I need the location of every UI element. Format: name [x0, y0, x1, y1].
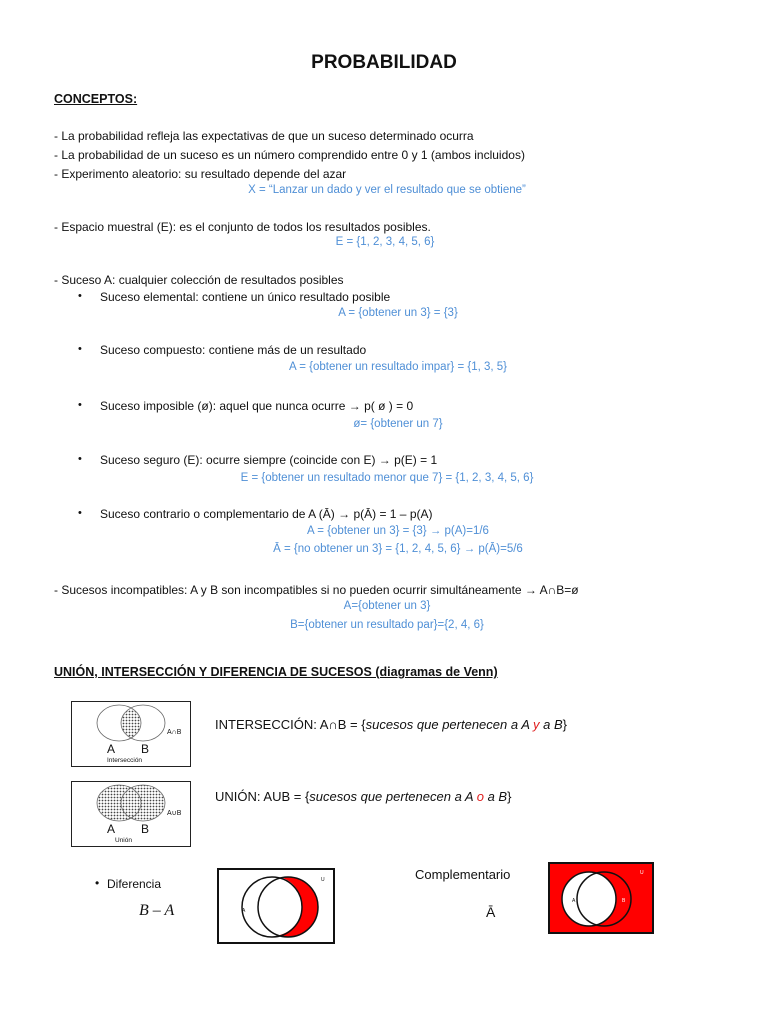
union-heading: UNIÓN, INTERSECCIÓN Y DIFERENCIA DE SUCESOS (diagramas de Venn)	[54, 665, 498, 679]
fig-label-u: U	[321, 877, 325, 883]
complementario-label: Complementario	[415, 867, 511, 882]
fig-label-b: B	[141, 742, 150, 756]
diferencia-label: Diferencia	[107, 877, 162, 891]
venn-diferencia-svg	[217, 868, 335, 944]
fig-label-a: A	[242, 908, 246, 914]
suceso-contrario-ejemplo-2: Ā = {no obtener un 3} = {1, 2, 4, 5, 6} → p(Ā)=5/6	[273, 543, 523, 555]
incompatibles-ejemplo-1: A={obtener un 3}	[343, 600, 431, 612]
concept-line-1: - La probabilidad refleja las expectativas de que un suceso determinado ocurra	[54, 129, 474, 143]
fig-label-a: A	[107, 822, 116, 836]
diferencia-bullet: •	[95, 876, 100, 890]
union-connector: o	[476, 789, 484, 804]
experimento-ejemplo: X = “Lanzar un dado y ver el resultado que se obtiene”	[248, 184, 526, 196]
suceso-elemental: Suceso elemental: contiene un único resultado posible	[100, 290, 391, 304]
union-italic: sucesos que pertenecen a A	[309, 789, 477, 804]
suceso-seguro-ejemplo: E = {obtener un resultado menor que 7} = {1, 2, 3, 4, 5, 6}	[240, 472, 534, 484]
suceso-imposible: Suceso imposible (ø): aquel que nunca ocurre → p( ø ) = 0	[100, 399, 414, 413]
suceso-contrario-ejemplo-1: A = {obtener un 3} = {3} → p(A)=1/6	[307, 525, 489, 537]
incompatibles-ejemplo-2: B={obtener un resultado par}={2, 4, 6}	[290, 619, 484, 631]
fig-caption: Unión	[115, 837, 132, 844]
suceso-compuesto: Suceso compuesto: contiene más de un resultado	[100, 343, 367, 357]
sucesos-incompatibles: - Sucesos incompatibles: A y B son incompatibles si no pueden ocurrir simultáneamente → A∩B=ø	[54, 583, 579, 597]
union-prefix: UNIÓN: AUB = {	[215, 789, 310, 804]
interseccion-connector: y	[533, 717, 540, 732]
bullet-dot: •	[78, 343, 82, 355]
union-label	[215, 789, 511, 804]
suceso-contrario: Suceso contrario o complementario de A (Ā) → p(Ā) = 1 – p(A)	[100, 507, 433, 521]
conceptos-heading: CONCEPTOS:	[54, 92, 138, 106]
diferencia-formula: B – A	[139, 902, 175, 919]
venn-union-figure	[71, 781, 191, 847]
bullet-dot: •	[78, 399, 82, 411]
venn-complementario-svg	[548, 862, 654, 934]
union-tail: a B	[483, 789, 508, 804]
fig-label-b: B	[141, 822, 150, 836]
venn-complementario-figure	[548, 862, 654, 934]
venn-diferencia-figure	[217, 868, 335, 944]
suceso-elemental-ejemplo: A = {obtener un 3} = {3}	[338, 307, 458, 319]
fig-label-u: U	[640, 870, 644, 876]
interseccion-prefix: INTERSECCIÓN: A∩B = {	[215, 717, 366, 732]
fig-label-b: B	[622, 898, 626, 904]
fig-corner-label: A∪B	[167, 810, 182, 817]
bullet-dot: •	[78, 453, 82, 465]
interseccion-close: }	[562, 717, 567, 732]
fig-corner-label: A∩B	[167, 729, 182, 736]
suceso-compuesto-ejemplo: A = {obtener un resultado impar} = {1, 3, 5}	[288, 361, 508, 373]
interseccion-tail: a B	[539, 717, 563, 732]
fig-label-b: B	[295, 908, 299, 914]
interseccion-label	[215, 717, 567, 732]
union-close: }	[507, 789, 512, 804]
suceso-def: - Suceso A: cualquier colección de resultados posibles	[54, 273, 344, 287]
bullet-dot: •	[78, 507, 82, 519]
fig-caption: Intersección	[107, 757, 143, 764]
interseccion-italic: sucesos que pertenecen a A	[365, 717, 534, 732]
page-title: PROBABILIDAD	[311, 52, 457, 73]
suceso-imposible-ejemplo: ø= {obtener un 7}	[353, 418, 443, 430]
concept-line-3: - Experimento aleatorio: su resultado depende del azar	[54, 167, 347, 181]
fig-label-a: A	[572, 898, 576, 904]
concept-line-2: - La probabilidad de un suceso es un número comprendido entre 0 y 1 (ambos incluidos)	[54, 148, 525, 162]
espacio-muestral: - Espacio muestral (E): es el conjunto de todos los resultados posibles.	[54, 220, 431, 234]
suceso-seguro: Suceso seguro (E): ocurre siempre (coincide con E) → p(E) = 1	[100, 453, 438, 467]
venn-interseccion-figure	[71, 701, 191, 767]
complementario-symbol: Ā	[486, 904, 496, 920]
fig-label-a: A	[107, 742, 116, 756]
bullet-dot: •	[78, 290, 82, 302]
espacio-ejemplo: E = {1, 2, 3, 4, 5, 6}	[335, 236, 435, 248]
